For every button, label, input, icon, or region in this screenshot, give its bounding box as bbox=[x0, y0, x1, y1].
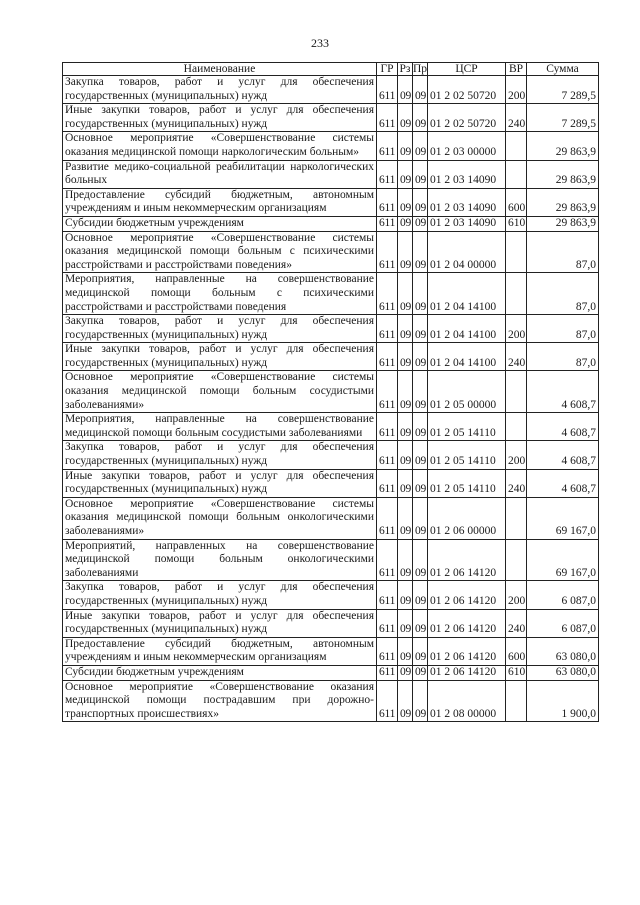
row-rz-cell: 09 bbox=[398, 343, 413, 371]
row-vr-cell bbox=[506, 273, 527, 315]
row-vr-cell bbox=[506, 132, 527, 160]
row-vr-cell: 240 bbox=[506, 609, 527, 637]
row-csr-cell: 01 2 03 14090 bbox=[428, 160, 506, 188]
row-gr-cell: 611 bbox=[377, 413, 398, 441]
row-pr-cell: 09 bbox=[413, 160, 428, 188]
row-csr-cell: 01 2 06 00000 bbox=[428, 497, 506, 539]
table-row bbox=[63, 76, 599, 104]
row-rz-cell: 09 bbox=[398, 315, 413, 343]
row-sum-cell: 29 863,9 bbox=[527, 132, 599, 160]
table-row bbox=[63, 469, 599, 497]
row-vr-cell: 200 bbox=[506, 315, 527, 343]
row-pr-cell: 09 bbox=[413, 665, 428, 680]
row-csr-cell: 01 2 02 50720 bbox=[428, 104, 506, 132]
row-name-cell: Основное мероприятие «Совершенствование системы оказания медицинской помощи больным сосудистыми заболеваниями» bbox=[63, 371, 377, 413]
row-pr-cell: 09 bbox=[413, 441, 428, 469]
row-rz-cell: 09 bbox=[398, 160, 413, 188]
row-pr-cell: 09 bbox=[413, 104, 428, 132]
row-gr-cell: 611 bbox=[377, 343, 398, 371]
row-pr-cell: 09 bbox=[413, 371, 428, 413]
row-gr-cell: 611 bbox=[377, 469, 398, 497]
row-pr-cell: 09 bbox=[413, 539, 428, 581]
table-row bbox=[63, 581, 599, 609]
row-gr-cell: 611 bbox=[377, 539, 398, 581]
row-csr-cell: 01 2 04 00000 bbox=[428, 231, 506, 273]
row-vr-cell bbox=[506, 231, 527, 273]
row-sum-cell: 87,0 bbox=[527, 315, 599, 343]
table-row bbox=[63, 160, 599, 188]
row-csr-cell: 01 2 04 14100 bbox=[428, 273, 506, 315]
row-sum-cell: 69 167,0 bbox=[527, 539, 599, 581]
row-sum-cell: 29 863,9 bbox=[527, 216, 599, 231]
row-csr-cell: 01 2 06 14120 bbox=[428, 581, 506, 609]
table-row bbox=[63, 343, 599, 371]
row-gr-cell: 611 bbox=[377, 160, 398, 188]
header-gr: ГР bbox=[377, 63, 398, 76]
table-row bbox=[63, 609, 599, 637]
row-vr-cell: 240 bbox=[506, 469, 527, 497]
table-row bbox=[63, 680, 599, 722]
row-pr-cell: 09 bbox=[413, 343, 428, 371]
table-row bbox=[63, 413, 599, 441]
table-row bbox=[63, 371, 599, 413]
row-rz-cell: 09 bbox=[398, 497, 413, 539]
row-vr-cell bbox=[506, 539, 527, 581]
row-csr-cell: 01 2 06 14120 bbox=[428, 609, 506, 637]
row-name-cell: Основное мероприятие «Совершенствование системы оказания медицинской помощи больным онкологическими заболеваниями» bbox=[63, 497, 377, 539]
row-rz-cell: 09 bbox=[398, 665, 413, 680]
row-gr-cell: 611 bbox=[377, 581, 398, 609]
row-vr-cell: 200 bbox=[506, 76, 527, 104]
row-sum-cell: 63 080,0 bbox=[527, 665, 599, 680]
row-sum-cell: 87,0 bbox=[527, 273, 599, 315]
header-pr: Пр bbox=[413, 63, 428, 75]
row-vr-cell: 240 bbox=[506, 343, 527, 371]
row-csr-cell: 01 2 03 14090 bbox=[428, 216, 506, 231]
table-row bbox=[63, 273, 599, 315]
row-csr-cell: 01 2 02 50720 bbox=[428, 76, 506, 104]
row-gr-cell: 611 bbox=[377, 315, 398, 343]
row-rz-cell: 09 bbox=[398, 539, 413, 581]
row-sum-cell: 29 863,9 bbox=[527, 160, 599, 188]
row-name-cell: Закупка товаров, работ и услуг для обеспечения государственных (муниципальных) нужд bbox=[63, 581, 377, 609]
table-row bbox=[63, 637, 599, 665]
header-name: Наименование bbox=[63, 63, 377, 76]
row-name-cell: Закупка товаров, работ и услуг для обеспечения государственных (муниципальных) нужд bbox=[63, 315, 377, 343]
row-gr-cell: 611 bbox=[377, 609, 398, 637]
header-rz: Рз bbox=[398, 63, 413, 76]
row-csr-cell: 01 2 05 14110 bbox=[428, 441, 506, 469]
row-pr-cell: 09 bbox=[413, 231, 428, 273]
row-rz-cell: 09 bbox=[398, 188, 413, 216]
row-name-cell: Развитие медико-социальной реабилитации наркологических больных bbox=[63, 160, 377, 188]
row-pr-cell: 09 bbox=[413, 680, 428, 722]
row-vr-cell bbox=[506, 371, 527, 413]
row-csr-cell: 01 2 03 14090 bbox=[428, 188, 506, 216]
row-vr-cell bbox=[506, 497, 527, 539]
row-csr-cell: 01 2 04 14100 bbox=[428, 343, 506, 371]
table-row bbox=[63, 132, 599, 160]
row-pr-cell: 09 bbox=[413, 76, 428, 104]
table-body bbox=[63, 76, 599, 722]
table-row bbox=[63, 441, 599, 469]
row-csr-cell: 01 2 06 14120 bbox=[428, 665, 506, 680]
row-gr-cell: 611 bbox=[377, 104, 398, 132]
row-name-cell: Мероприятий, направленных на совершенствование медицинской помощи больным онкологическими заболеваниями bbox=[63, 539, 377, 581]
row-sum-cell: 7 289,5 bbox=[527, 104, 599, 132]
row-gr-cell: 611 bbox=[377, 371, 398, 413]
row-name-cell: Закупка товаров, работ и услуг для обеспечения государственных (муниципальных) нужд bbox=[63, 441, 377, 469]
row-sum-cell: 69 167,0 bbox=[527, 497, 599, 539]
page-number: 233 bbox=[311, 36, 329, 50]
row-vr-cell: 610 bbox=[506, 216, 527, 231]
table-row bbox=[63, 231, 599, 273]
row-gr-cell: 611 bbox=[377, 273, 398, 315]
row-gr-cell: 611 bbox=[377, 680, 398, 722]
row-csr-cell: 01 2 08 00000 bbox=[428, 680, 506, 722]
row-csr-cell: 01 2 05 14110 bbox=[428, 413, 506, 441]
table-row bbox=[63, 315, 599, 343]
row-rz-cell: 09 bbox=[398, 371, 413, 413]
row-sum-cell: 6 087,0 bbox=[527, 609, 599, 637]
row-pr-cell: 09 bbox=[413, 188, 428, 216]
row-vr-cell: 600 bbox=[506, 637, 527, 665]
row-csr-cell: 01 2 06 14120 bbox=[428, 637, 506, 665]
row-name-cell: Мероприятия, направленные на совершенствование медицинской помощи больным сосудистыми заболеваниями bbox=[63, 413, 377, 441]
budget-table bbox=[62, 62, 599, 722]
row-csr-cell: 01 2 03 00000 bbox=[428, 132, 506, 160]
table-row bbox=[63, 104, 599, 132]
table-row bbox=[63, 665, 599, 680]
row-sum-cell: 4 608,7 bbox=[527, 371, 599, 413]
row-pr-cell: 09 bbox=[413, 497, 428, 539]
row-name-cell: Мероприятия, направленные на совершенствование медицинской помощи больным с психическими расстройствами и расстройствами поведения bbox=[63, 273, 377, 315]
table-row bbox=[63, 497, 599, 539]
row-name-cell: Иные закупки товаров, работ и услуг для обеспечения государственных (муниципальных) нужд bbox=[63, 343, 377, 371]
row-rz-cell: 09 bbox=[398, 104, 413, 132]
row-name-cell: Иные закупки товаров, работ и услуг для обеспечения государственных (муниципальных) нужд bbox=[63, 104, 377, 132]
row-rz-cell: 09 bbox=[398, 441, 413, 469]
row-csr-cell: 01 2 04 14100 bbox=[428, 315, 506, 343]
row-rz-cell: 09 bbox=[398, 273, 413, 315]
row-pr-cell: 09 bbox=[413, 581, 428, 609]
row-vr-cell: 610 bbox=[506, 665, 527, 680]
row-sum-cell: 7 289,5 bbox=[527, 76, 599, 104]
row-pr-cell: 09 bbox=[413, 469, 428, 497]
row-rz-cell: 09 bbox=[398, 609, 413, 637]
row-name-cell: Закупка товаров, работ и услуг для обеспечения государственных (муниципальных) нужд bbox=[63, 76, 377, 104]
row-pr-cell: 09 bbox=[413, 216, 428, 231]
row-pr-cell: 09 bbox=[413, 609, 428, 637]
row-pr-cell: 09 bbox=[413, 413, 428, 441]
row-sum-cell: 87,0 bbox=[527, 343, 599, 371]
row-gr-cell: 611 bbox=[377, 497, 398, 539]
row-gr-cell: 611 bbox=[377, 665, 398, 680]
row-pr-cell: 09 bbox=[413, 315, 428, 343]
row-pr-cell: 09 bbox=[413, 273, 428, 315]
row-vr-cell: 200 bbox=[506, 441, 527, 469]
row-vr-cell bbox=[506, 680, 527, 722]
header-vr: ВР bbox=[506, 63, 527, 76]
row-gr-cell: 611 bbox=[377, 188, 398, 216]
row-rz-cell: 09 bbox=[398, 637, 413, 665]
row-name-cell: Основное мероприятие «Совершенствование системы оказания медицинской помощи больным с психическими расстройствами и расстройствами поведения» bbox=[63, 231, 377, 273]
row-sum-cell: 6 087,0 bbox=[527, 581, 599, 609]
row-gr-cell: 611 bbox=[377, 441, 398, 469]
row-sum-cell: 1 900,0 bbox=[527, 680, 599, 722]
row-pr-cell: 09 bbox=[413, 132, 428, 160]
row-vr-cell bbox=[506, 160, 527, 188]
row-name-cell: Основное мероприятие «Совершенствование оказания медицинской помощи пострадавшим при дорожно-транспортных происшествиях» bbox=[63, 680, 377, 722]
row-vr-cell bbox=[506, 413, 527, 441]
row-name-cell: Основное мероприятие «Совершенствование системы оказания медицинской помощи наркологическим больным» bbox=[63, 132, 377, 160]
row-rz-cell: 09 bbox=[398, 680, 413, 722]
table-row bbox=[63, 188, 599, 216]
row-rz-cell: 09 bbox=[398, 216, 413, 231]
row-rz-cell: 09 bbox=[398, 469, 413, 497]
row-name-cell: Субсидии бюджетным учреждениям bbox=[63, 216, 377, 231]
row-sum-cell: 87,0 bbox=[527, 231, 599, 273]
row-rz-cell: 09 bbox=[398, 413, 413, 441]
row-sum-cell: 63 080,0 bbox=[527, 637, 599, 665]
row-rz-cell: 09 bbox=[398, 76, 413, 104]
row-vr-cell: 600 bbox=[506, 188, 527, 216]
table-row bbox=[63, 539, 599, 581]
row-name-cell: Предоставление субсидий бюджетным, автономным учреждениям и иным некоммерческим организациям bbox=[63, 188, 377, 216]
header-sum: Сумма bbox=[527, 63, 599, 76]
row-gr-cell: 611 bbox=[377, 231, 398, 273]
row-rz-cell: 09 bbox=[398, 581, 413, 609]
row-pr-cell: 09 bbox=[413, 637, 428, 665]
row-vr-cell: 240 bbox=[506, 104, 527, 132]
row-rz-cell: 09 bbox=[398, 231, 413, 273]
row-sum-cell: 29 863,9 bbox=[527, 188, 599, 216]
row-sum-cell: 4 608,7 bbox=[527, 441, 599, 469]
row-name-cell: Иные закупки товаров, работ и услуг для обеспечения государственных (муниципальных) нужд bbox=[63, 469, 377, 497]
table-header-row bbox=[63, 63, 599, 76]
row-sum-cell: 4 608,7 bbox=[527, 413, 599, 441]
row-gr-cell: 611 bbox=[377, 216, 398, 231]
row-csr-cell: 01 2 06 14120 bbox=[428, 539, 506, 581]
row-name-cell: Предоставление субсидий бюджетным, автономным учреждениям и иным некоммерческим организациям bbox=[63, 637, 377, 665]
row-vr-cell: 200 bbox=[506, 581, 527, 609]
row-csr-cell: 01 2 05 14110 bbox=[428, 469, 506, 497]
row-gr-cell: 611 bbox=[377, 637, 398, 665]
row-rz-cell: 09 bbox=[398, 132, 413, 160]
row-sum-cell: 4 608,7 bbox=[527, 469, 599, 497]
table-row bbox=[63, 216, 599, 231]
row-name-cell: Иные закупки товаров, работ и услуг для обеспечения государственных (муниципальных) нужд bbox=[63, 609, 377, 637]
row-gr-cell: 611 bbox=[377, 76, 398, 104]
row-gr-cell: 611 bbox=[377, 132, 398, 160]
row-name-cell: Субсидии бюджетным учреждениям bbox=[63, 665, 377, 680]
row-csr-cell: 01 2 05 00000 bbox=[428, 371, 506, 413]
header-csr: ЦСР bbox=[428, 63, 506, 76]
